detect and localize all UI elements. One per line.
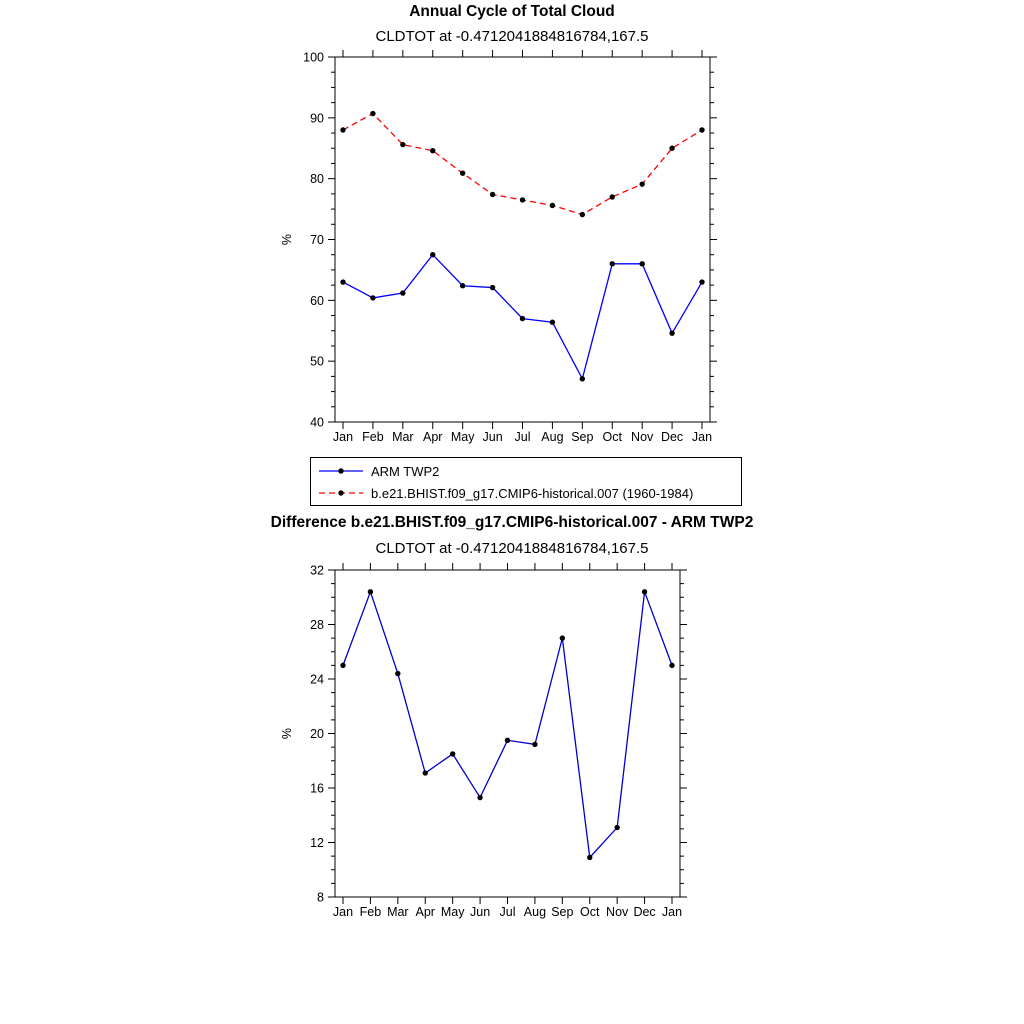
y-tick-label: 50: [310, 354, 324, 369]
y-tick-label: 28: [310, 618, 324, 632]
data-point: [370, 295, 375, 300]
chart1-subtitle: CLDTOT at -0.4712041884816784,167.5: [375, 28, 649, 45]
data-point: [639, 261, 644, 266]
legend-line-sample-icon: [317, 485, 365, 501]
data-point: [430, 148, 435, 153]
data-point: [460, 170, 465, 175]
x-tick-label: Jan: [332, 905, 354, 919]
legend-label-model: b.e21.BHIST.f09_g17.CMIP6-historical.007 (1960-1984): [371, 485, 694, 501]
chart2-subtitle: CLDTOT at -0.4712041884816784,167.5: [375, 540, 649, 557]
data-point: [460, 283, 465, 288]
data-point: [587, 855, 592, 860]
x-tick-label: Aug: [523, 905, 547, 919]
data-point: [580, 376, 585, 381]
plot-frame: [335, 57, 710, 422]
y-tick-label: 24: [310, 672, 324, 687]
x-tick-label: Jun: [482, 430, 503, 444]
data-point: [505, 738, 510, 743]
y-tick-label: 20: [310, 727, 324, 741]
data-point: [400, 142, 405, 147]
data-point: [430, 252, 435, 257]
data-point: [639, 181, 644, 186]
x-tick-label: Jan: [332, 430, 354, 444]
legend-label-arm: ARM TWP2: [371, 463, 440, 479]
data-point: [490, 192, 495, 197]
y-tick-label: 60: [310, 293, 324, 308]
x-tick-label: Mar: [392, 430, 414, 444]
difference-chart: [260, 555, 780, 930]
data-point: [699, 127, 704, 132]
annual-cycle-chart: [260, 45, 780, 450]
x-tick-label: Jul: [499, 905, 516, 919]
y-tick-label: 70: [310, 233, 324, 247]
x-tick-label: Nov: [631, 430, 654, 444]
y-axis-title: %: [280, 727, 294, 740]
y-tick-label: 12: [310, 836, 324, 850]
chart1-title: Annual Cycle of Total Cloud: [409, 3, 615, 20]
data-point: [370, 111, 375, 116]
data-point: [400, 290, 405, 295]
x-tick-label: Nov: [606, 905, 629, 919]
data-point: [368, 589, 373, 594]
legend-row-arm: [317, 460, 741, 482]
y-tick-label: 90: [310, 111, 324, 126]
legend-line-sample-icon: [317, 463, 365, 479]
y-tick-label: 32: [310, 563, 324, 578]
data-point: [669, 146, 674, 151]
data-point: [450, 751, 455, 756]
x-tick-label: Jul: [514, 430, 531, 444]
x-tick-label: Sep: [571, 430, 594, 444]
x-tick-label: Aug: [541, 430, 564, 444]
x-tick-label: Oct: [602, 430, 622, 444]
data-point: [642, 589, 647, 594]
y-tick-label: 8: [317, 890, 324, 905]
y-tick-label: 16: [310, 781, 324, 796]
x-tick-label: May: [450, 430, 475, 444]
series-line: [343, 592, 672, 858]
x-tick-label: Feb: [359, 905, 382, 919]
legend-row-model: [317, 482, 741, 504]
x-tick-label: Sep: [551, 905, 574, 919]
data-point: [423, 770, 428, 775]
x-tick-label: Apr: [423, 430, 443, 444]
data-point: [550, 203, 555, 208]
chart-legend: [310, 457, 742, 506]
data-point: [669, 330, 674, 335]
x-tick-label: Dec: [633, 905, 656, 919]
data-point: [610, 261, 615, 266]
x-tick-label: Jan: [691, 430, 713, 444]
data-point: [550, 320, 555, 325]
data-point: [520, 197, 525, 202]
data-point: [532, 742, 537, 747]
y-tick-label: 100: [303, 50, 324, 65]
data-point: [477, 795, 482, 800]
data-point: [614, 825, 619, 830]
x-tick-label: Jan: [661, 905, 683, 919]
data-point: [340, 279, 345, 284]
data-point: [699, 279, 704, 284]
data-point: [580, 212, 585, 217]
data-point: [520, 316, 525, 321]
data-point: [669, 663, 674, 668]
data-point: [610, 194, 615, 199]
x-tick-label: Oct: [580, 905, 600, 919]
x-tick-label: Feb: [362, 430, 384, 444]
data-point: [560, 635, 565, 640]
x-tick-label: May: [440, 905, 465, 919]
y-tick-label: 80: [310, 172, 324, 187]
data-point: [490, 285, 495, 290]
y-axis-title: %: [280, 233, 294, 246]
data-point: [340, 663, 345, 668]
chart2-title: Difference b.e21.BHIST.f09_g17.CMIP6-historical.007 - ARM TWP2: [270, 514, 754, 531]
x-tick-label: Jun: [470, 905, 491, 919]
data-point: [395, 671, 400, 676]
x-tick-label: Mar: [387, 905, 409, 919]
x-tick-label: Dec: [660, 430, 684, 444]
y-tick-label: 40: [310, 415, 324, 430]
data-point: [340, 127, 345, 132]
x-tick-label: Apr: [415, 905, 435, 919]
